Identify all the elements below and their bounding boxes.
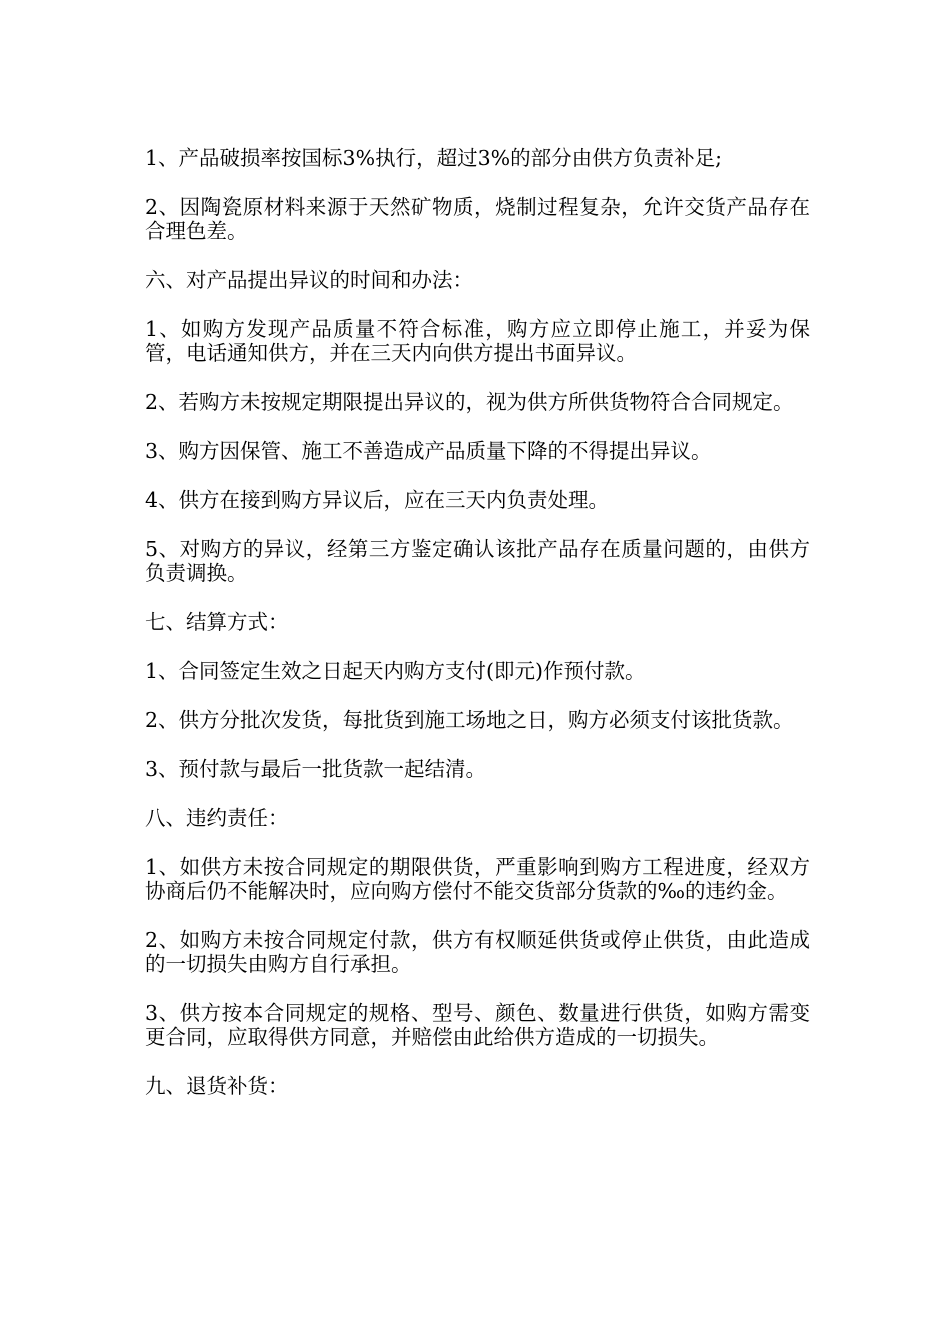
clause-settlement-2: 2、供方分批次发货，每批货到施工场地之日，购方必须支付该批货款。 [145,708,794,732]
clause-settlement-1: 1、合同签定生效之日起天内购方支付(即元)作预付款。 [145,659,646,683]
clause-objection-3: 3、购方因保管、施工不善造成产品质量下降的不得提出异议。 [145,439,712,463]
clause-liability-2: 2、如购方未按合同规定付款，供方有权顺延供货或停止供货，由此造成的一切损失由购方自行承担。 [145,928,810,976]
clause-liability-1: 1、如供方未按合同规定的期限供货，严重影响到购方工程进度，经双方协商后仍不能解决时，应向购方偿付不能交货部分货款的‰的违约金。 [145,855,810,903]
clause-objection-1: 1、如购方发现产品质量不符合标准，购方应立即停止施工，并妥为保管，电话通知供方，并在三天内向供方提出书面异议。 [145,317,810,365]
clause-objection-2: 2、若购方未按规定期限提出异议的，视为供方所供货物符合合同规定。 [145,390,794,414]
clause-objection-4: 4、供方在接到购方异议后，应在三天内负责处理。 [145,488,610,512]
document-page [145,146,810,1123]
clause-settlement-3: 3、预付款与最后一批货款一起结清。 [145,757,487,781]
section-heading-objections: 六、对产品提出异议的时间和办法： [145,268,473,292]
clause-objection-5: 5、对购方的异议，经第三方鉴定确认该批产品存在质量问题的，由供方负责调换。 [145,537,810,585]
clause-liability-3: 3、供方按本合同规定的规格、型号、颜色、数量进行供货，如购方需变更合同，应取得供方同意，并赔偿由此给供方造成的一切损失。 [145,1001,810,1049]
section-heading-liability: 八、违约责任： [145,806,289,830]
section-heading-settlement: 七、结算方式： [145,610,289,634]
clause-breakage-rate: 1、产品破损率按国标3%执行，超过3%的部分由供方负责补足; [145,146,722,170]
clause-color-difference: 2、因陶瓷原材料来源于天然矿物质，烧制过程复杂，允许交货产品存在合理色差。 [145,195,810,243]
section-heading-returns: 九、退货补货： [145,1074,289,1098]
